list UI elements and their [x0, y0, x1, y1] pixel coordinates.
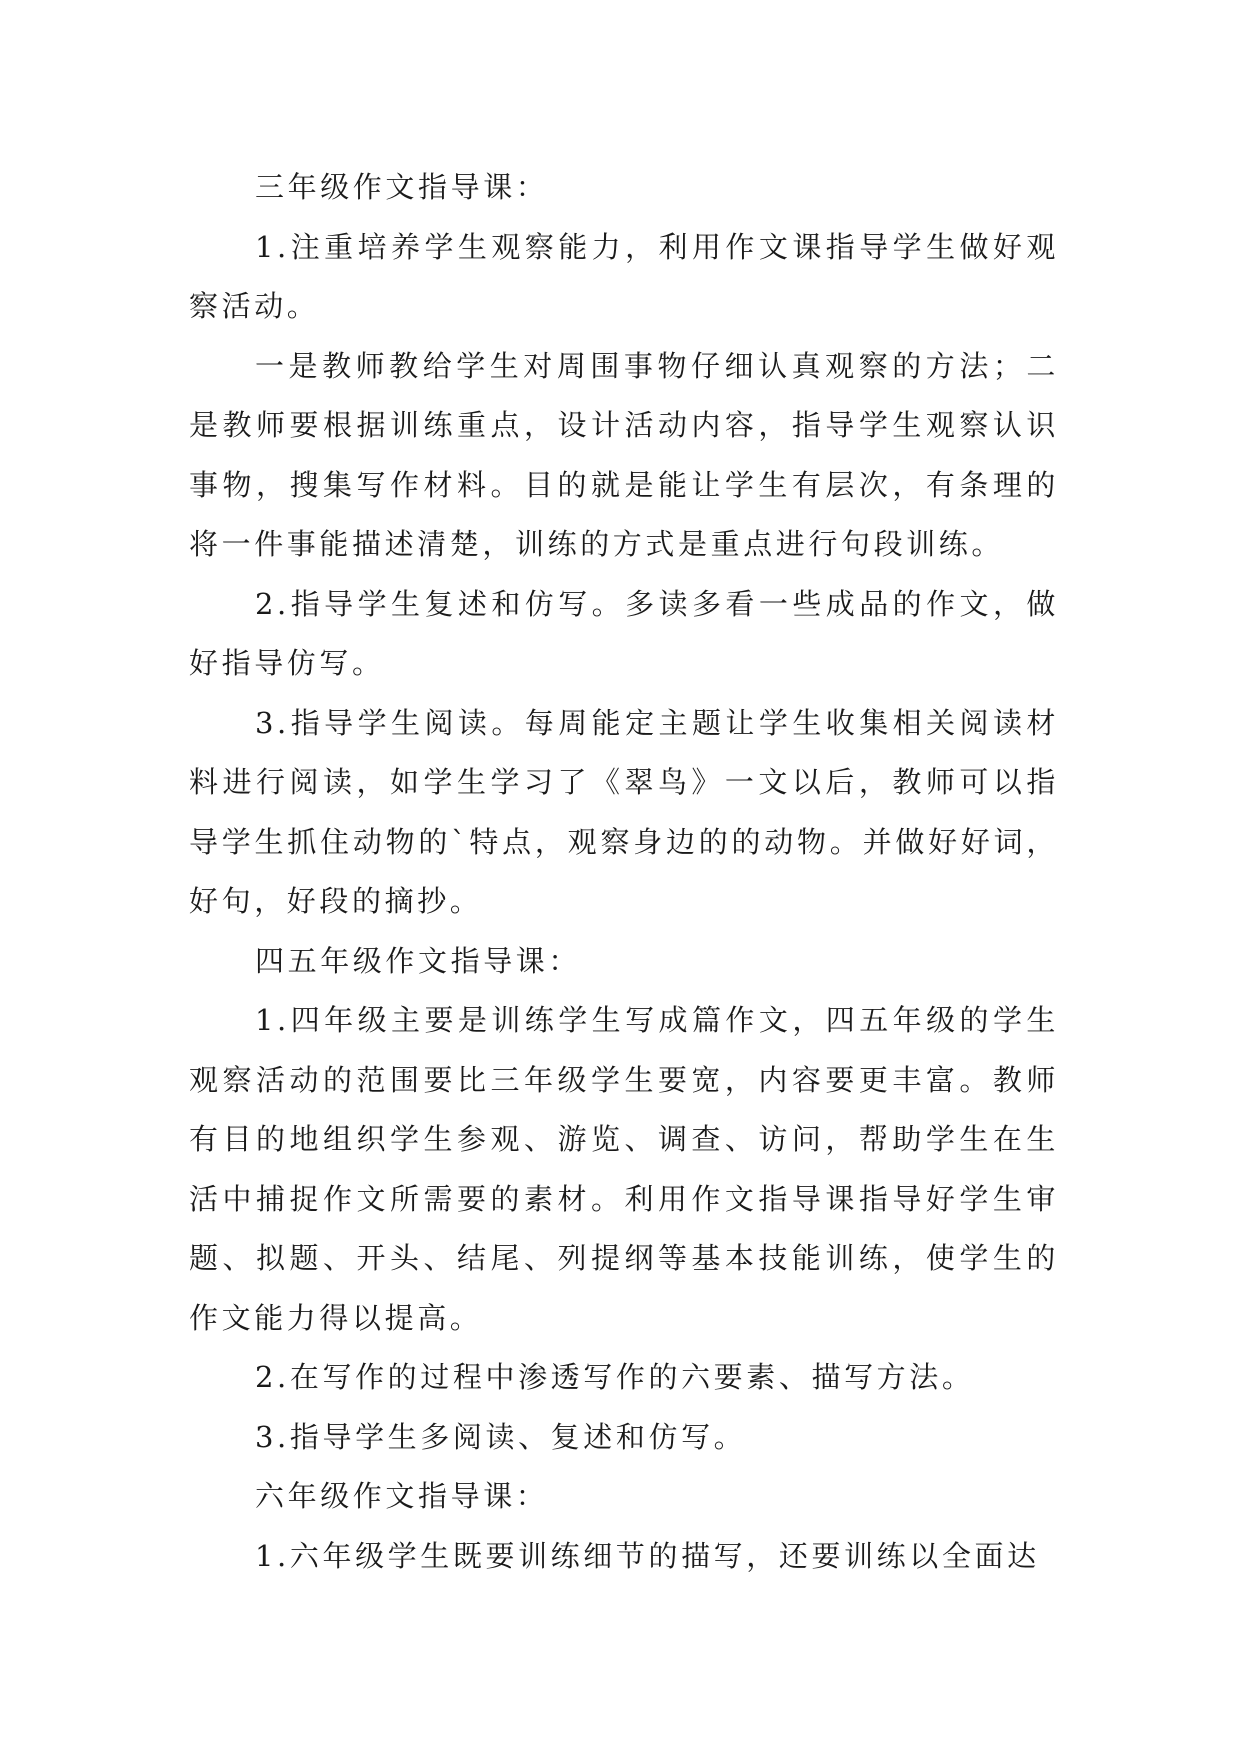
paragraph-grade-four-five-item-3: 3.指导学生多阅读、复述和仿写。	[255, 1419, 747, 1454]
heading-grade-six: 六年级作文指导课：	[255, 1479, 549, 1513]
heading-grade-four-five: 四五年级作文指导课：	[255, 943, 582, 978]
document-body	[189, 158, 1059, 1586]
paragraph-grade-three-item-2: 2.指导学生复述和仿写。多读多看一些成品的作文，做好指导仿写。	[189, 586, 1059, 680]
paragraph-grade-three-item-1: 1.注重培养学生观察能力，利用作文课指导学生做好观察活动。	[189, 229, 1059, 323]
paragraph-grade-four-five-item-1: 1.四年级主要是训练学生写成篇作文，四五年级的学生观察活动的范围要比三年级学生要宽，内容要更丰富。教师有目的地组织学生参观、游览、调查、访问，帮助学生在生活中捕捉作文所需要的素材。利用作文指导课指导好学生审题、拟题、开头、结尾、列提纲等基本技能训练，使学生的作文能力得以提高。	[189, 1003, 1059, 1335]
paragraph-grade-six-item-1: 1.六年级学生既要训练细节的描写，还要训练以全面达	[255, 1538, 1040, 1573]
paragraph-grade-three-methods: 一是教师教给学生对周围事物仔细认真观察的方法；二是教师要根据训练重点，设计活动内容，指导学生观察认识事物，搜集写作材料。目的就是能让学生有层次，有条理的将一件事能描述清楚，训练的方式是重点进行句段训练。	[189, 348, 1059, 561]
paragraph-grade-three-item-3: 3.指导学生阅读。每周能定主题让学生收集相关阅读材料进行阅读，如学生学习了《翠鸟》一文以后，教师可以指导学生抓住动物的`特点，观察身边的的动物。并做好好词，好句，好段的摘抄。	[189, 705, 1059, 918]
heading-grade-three: 三年级作文指导课：	[255, 170, 549, 204]
paragraph-grade-four-five-item-2: 2.在写作的过程中渗透写作的六要素、描写方法。	[255, 1360, 975, 1394]
